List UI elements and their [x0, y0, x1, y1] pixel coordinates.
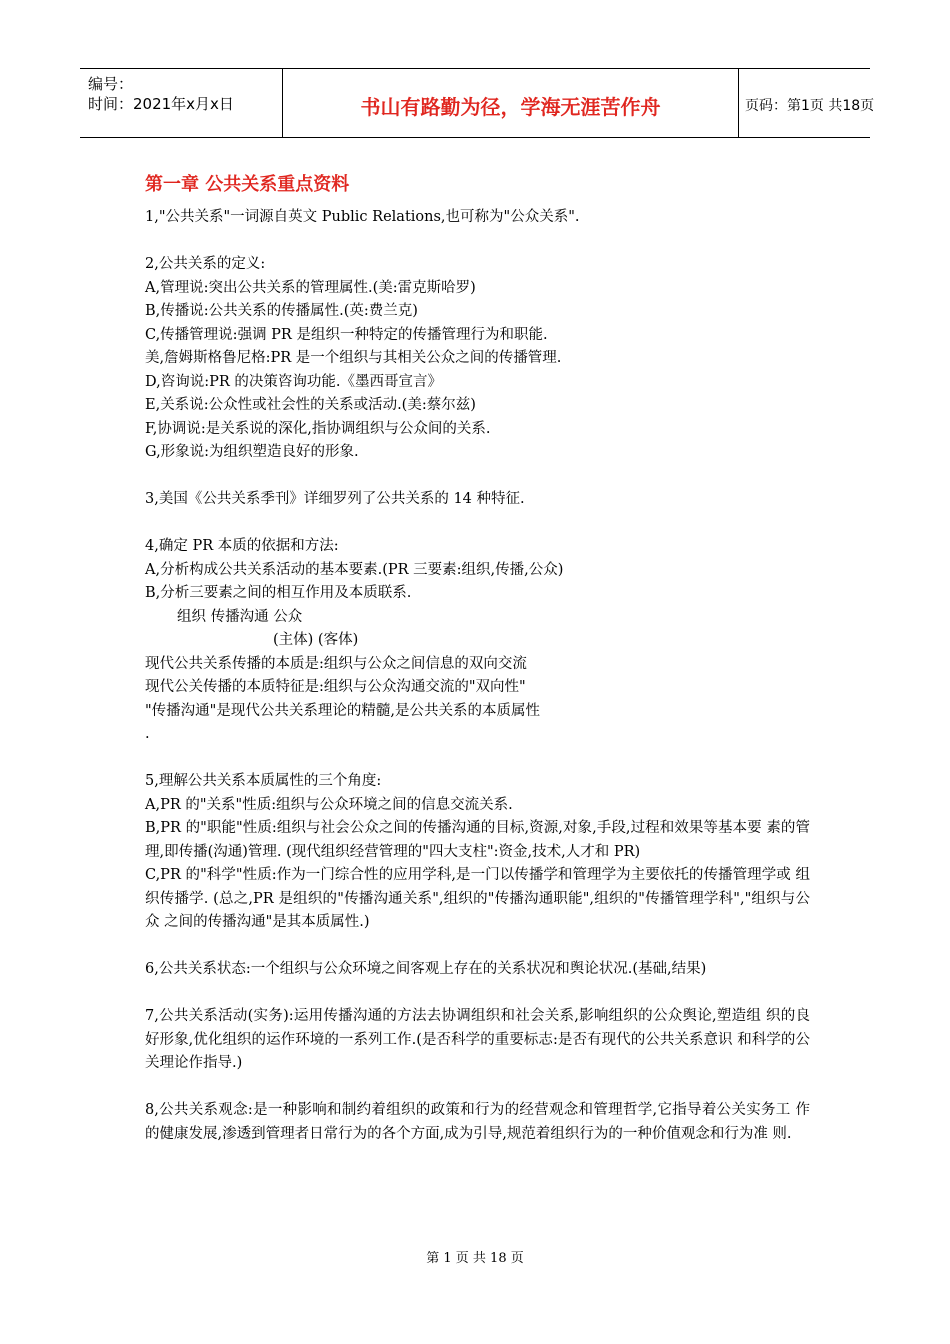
section-7: [145, 1005, 810, 1076]
page-footer: 第 1 页 共 18 页: [426, 1251, 524, 1266]
header-left-cell: [80, 69, 282, 137]
paragraph-line: E,关系说:公众性或社会性的关系或活动.(美:蔡尔兹): [145, 397, 476, 413]
paragraph-line: 现代公关传播的本质特征是:组织与公众沟通交流的"双向性": [145, 679, 526, 695]
section-2: [145, 253, 810, 465]
motto-text: 书山有路勤为径，学海无涯苦作舟: [360, 95, 661, 119]
document-body: [145, 170, 810, 1170]
paragraph-wrapped: B,PR 的"职能"性质:组织与社会公众之间的传播沟通的目标,资源,对象,手段,过程和效果等基本要 素的管理,即传播(沟通)管理. (现代组织经营管理的"四大支柱":资金,技术,人才和 PR): [145, 820, 810, 860]
section-8: [145, 1099, 810, 1146]
paragraph-line: 4,确定 PR 本质的依据和方法:: [145, 538, 339, 554]
header-right-cell: [737, 69, 875, 137]
paragraph-wrapped: C,PR 的"科学"性质:作为一门综合性的应用学科,是一门以传播学和管理学为主要依托的传播管理学或 组织传播学. (总之,PR 是组织的"传播沟通关系",组织的"传播沟通职能",组织的"传播管理学科","组织与公众 之间的传播沟通"是其本质属性.): [145, 867, 810, 930]
paragraph-line: A,分析构成公共关系活动的基本要素.(PR 三要素:组织,传播,公众): [145, 561, 564, 578]
paragraph-line: 2,公共关系的定义:: [145, 256, 266, 272]
header-table: [80, 68, 875, 138]
paragraph-line: 6,公共关系状态:一个组织与公众环境之间客观上存在的关系状况和舆论状况.(基础,结果): [145, 961, 707, 977]
section-6: [145, 958, 810, 982]
paragraph-line: 1,"公共关系"一词源自英文 Public Relations,也可称为"公众关系".: [145, 209, 580, 225]
paragraph-line: G,形象说:为组织塑造良好的形象.: [145, 444, 359, 460]
paragraph-line: F,协调说:是关系说的深化,指协调组织与公众间的关系.: [145, 420, 491, 437]
diagram-line-elements: 组织 传播沟通 公众: [177, 608, 303, 625]
date-label: 时间：2021年x月x日: [88, 95, 234, 113]
paragraph-line: "传播沟通"是现代公共关系理论的精髓,是公共关系的本质属性: [145, 702, 540, 719]
section-5: [145, 770, 810, 935]
paragraph-line: A,PR 的"关系"性质:组织与公众环境之间的信息交流关系.: [145, 796, 513, 813]
paragraph-line: C,传播管理说:强调 PR 是组织一种特定的传播管理行为和职能.: [145, 326, 548, 343]
paragraph-line: D,咨询说:PR 的决策咨询功能.《墨西哥宣言》: [145, 373, 442, 390]
paragraph-wrapped: 8,公共关系观念:是一种影响和制约着组织的政策和行为的经营观念和管理哲学,它指导着公关实务工 作的健康发展,渗透到管理者日常行为的各个方面,成为引导,规范着组织行为的一种价值观念和行为准 则.: [145, 1102, 810, 1142]
paragraph-line: 美,詹姆斯格鲁尼格:PR 是一个组织与其相关公众之间的传播管理.: [145, 350, 562, 366]
document-number-label: 编号：: [88, 75, 134, 93]
section-1: [145, 206, 810, 230]
paragraph-line: A,管理说:突出公共关系的管理属性.(美:雷克斯哈罗): [145, 279, 476, 296]
paragraph-wrapped: 7,公共关系活动(实务):运用传播沟通的方法去协调组织和社会关系,影响组织的公众舆论,塑造组 织的良好形象,优化组织的运作环境的一系列工作.(是否科学的重要标志:是否有现代的公共关系意识 和科学的公关理论作指导.): [145, 1008, 810, 1071]
paragraph-line: 5,理解公共关系本质属性的三个角度:: [145, 773, 382, 789]
page-number-label: 页码：第1页 共18页: [745, 98, 875, 114]
paragraph-line: .: [145, 726, 150, 742]
chapter-title: 第一章 公共关系重点资料: [145, 174, 350, 195]
paragraph-line: 现代公共关系传播的本质是:组织与公众之间信息的双向交流: [145, 655, 527, 672]
paragraph-line: B,传播说:公共关系的传播属性.(英:费兰克): [145, 303, 418, 319]
paragraph-line: B,分析三要素之间的相互作用及本质联系.: [145, 585, 412, 601]
header-middle-cell: [282, 69, 739, 137]
section-4: [145, 535, 810, 747]
diagram-line-roles: (主体) (客体): [273, 632, 359, 648]
section-3: [145, 488, 810, 512]
paragraph-line: 3,美国《公共关系季刊》详细罗列了公共关系的 14 种特征.: [145, 491, 525, 507]
